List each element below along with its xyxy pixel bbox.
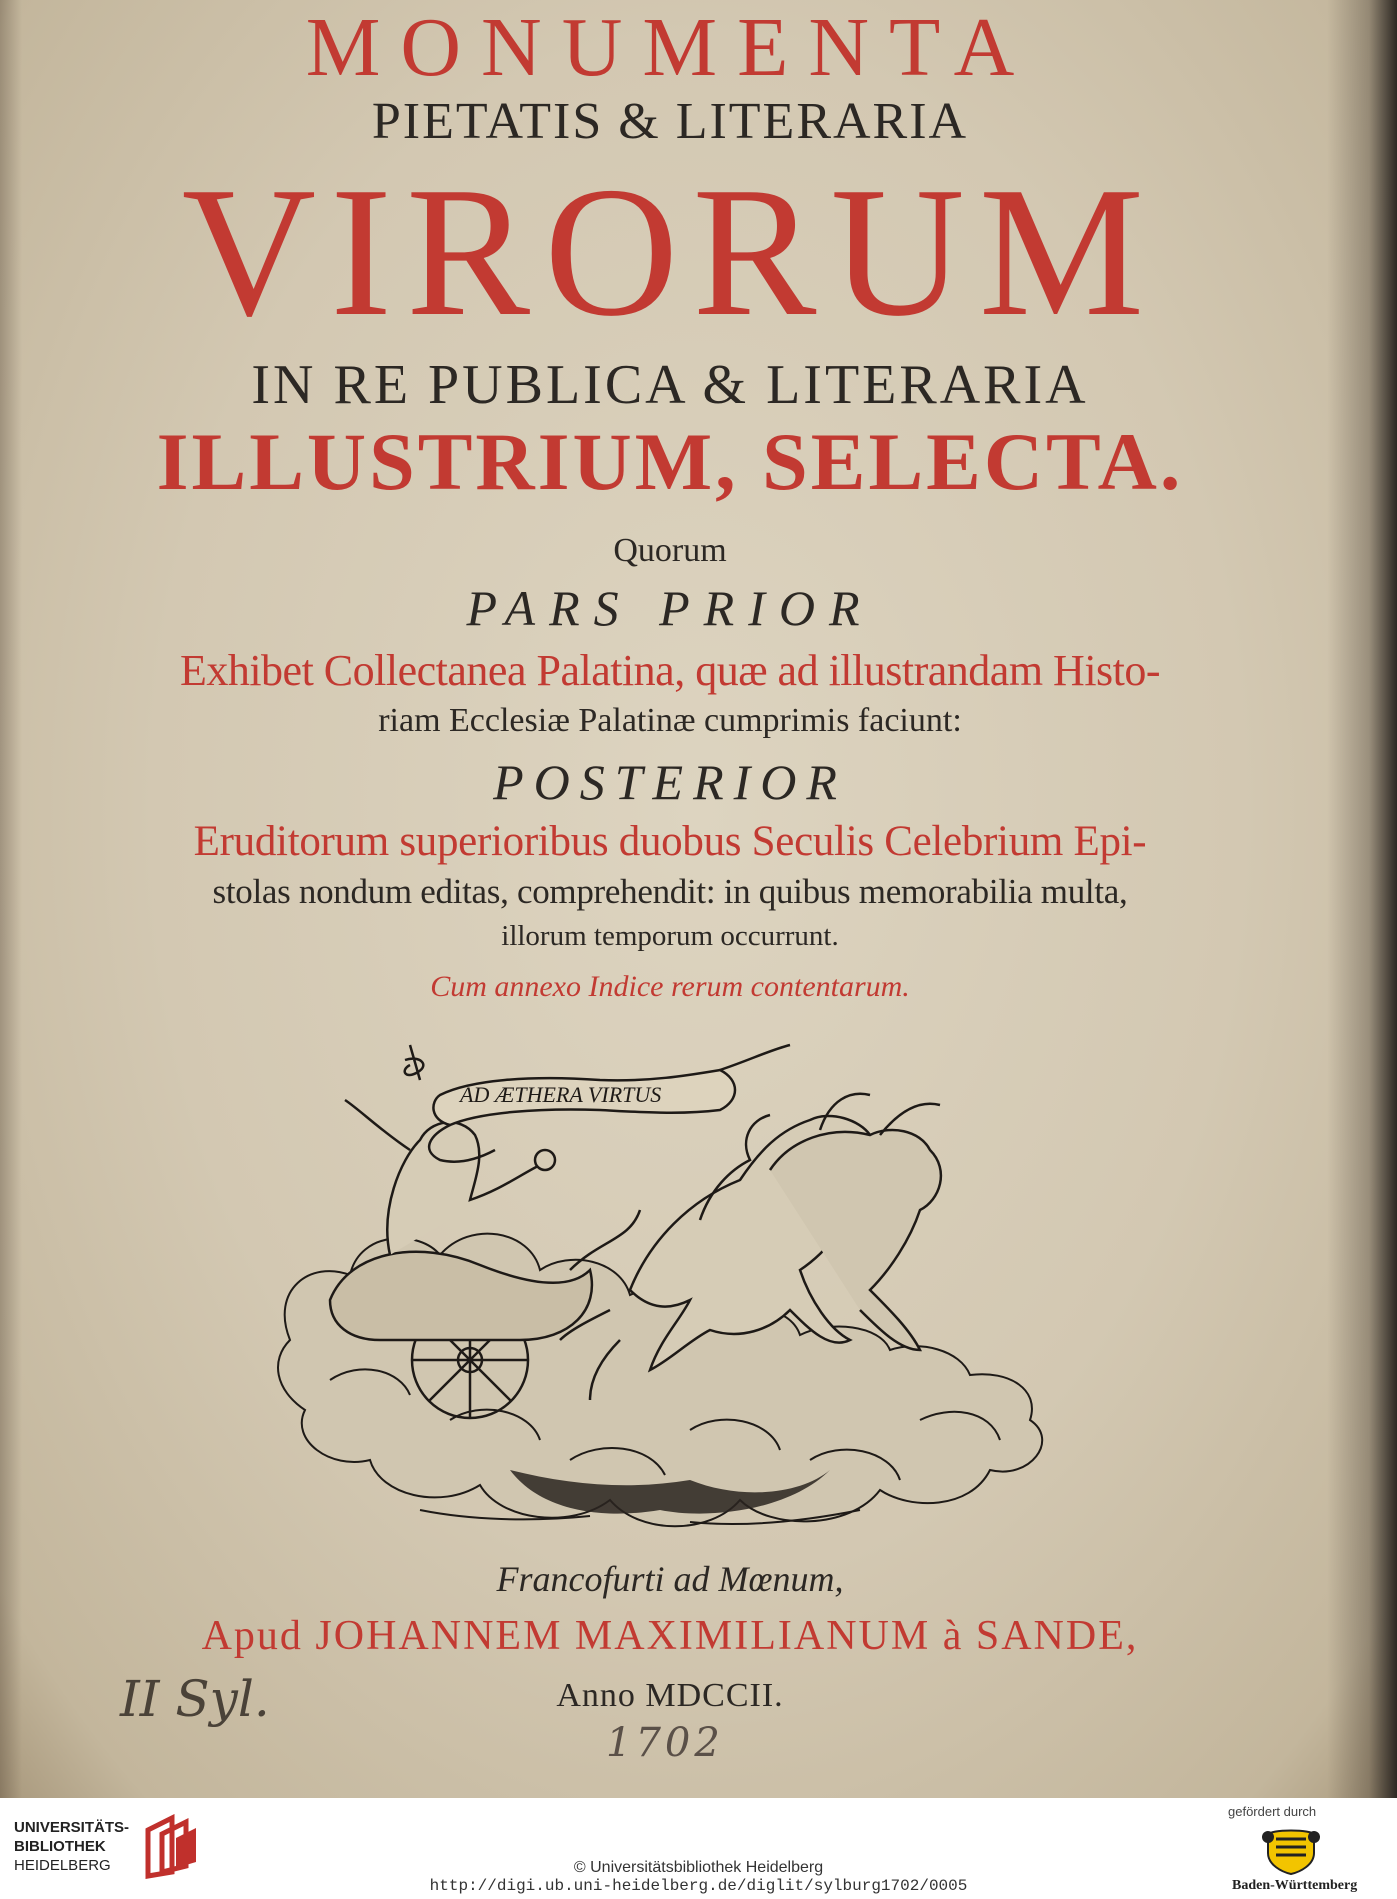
- subtitle-in-re-publica: IN RE PUBLICA & LITERARIA: [251, 354, 1089, 416]
- chariot-engraving-icon: [270, 1040, 1090, 1540]
- title-illustrium: ILLUSTRIUM, SELECTA.: [156, 416, 1184, 507]
- imprint-place: Francofurti ad Mœnum,: [496, 1559, 844, 1599]
- permalink-url[interactable]: http://digi.ub.uni-heidelberg.de/diglit/sylburg1702/0005: [429, 1877, 968, 1895]
- subtitle-pietatis: PIETATIS & LITERARIA: [371, 93, 969, 150]
- library-name-line3: HEIDELBERG: [14, 1857, 111, 1874]
- text-eruditorum-line2: stolas nondum editas, comprehendit: in quibus memorabilia multa,: [212, 872, 1128, 911]
- title-monumenta: MONUMENTA: [305, 1, 1035, 94]
- shelfmark-annotation: II Syl.: [120, 1670, 270, 1728]
- title-virorum: VIRORUM: [181, 149, 1159, 355]
- footer-bar: [0, 1798, 1397, 1899]
- text-eruditorum-line3: illorum temporum occurrunt.: [501, 920, 839, 952]
- handwritten-year: 1702: [606, 1720, 724, 1766]
- imprint-publisher: Apud JOHANNEM MAXIMILIANUM à SANDE,: [201, 1613, 1139, 1659]
- library-name-line1: UNIVERSITÄTS-: [14, 1819, 130, 1836]
- text-quorum: Quorum: [613, 532, 727, 569]
- text-exhibet-line1: Exhibet Collectanea Palatina, quæ ad illustrandam Histo-: [179, 646, 1161, 695]
- funder-name: Baden-Württemberg: [1232, 1878, 1358, 1893]
- library-name-line2: BIBLIOTHEK: [14, 1838, 106, 1855]
- banner-motto: AD ÆTHERA VIRTUS: [460, 1082, 662, 1107]
- funded-by-label: gefördert durch: [1228, 1804, 1317, 1819]
- copyright-notice: © Universitätsbibliothek Heidelberg: [573, 1859, 824, 1876]
- heading-posterior: POSTERIOR: [493, 754, 847, 810]
- heading-pars-prior: PARS PRIOR: [466, 580, 874, 636]
- text-cum-annexo: Cum annexo Indice rerum contentarum.: [430, 970, 910, 1003]
- baden-wuerttemberg-emblem-icon: [1260, 1825, 1322, 1875]
- imprint-year: Anno MDCCII.: [556, 1677, 784, 1714]
- text-exhibet-line2: riam Ecclesiæ Palatinæ cumprimis faciunt:: [378, 702, 962, 739]
- text-eruditorum-line1: Eruditorum superioribus duobus Seculis Celebrium Epi-: [193, 818, 1147, 865]
